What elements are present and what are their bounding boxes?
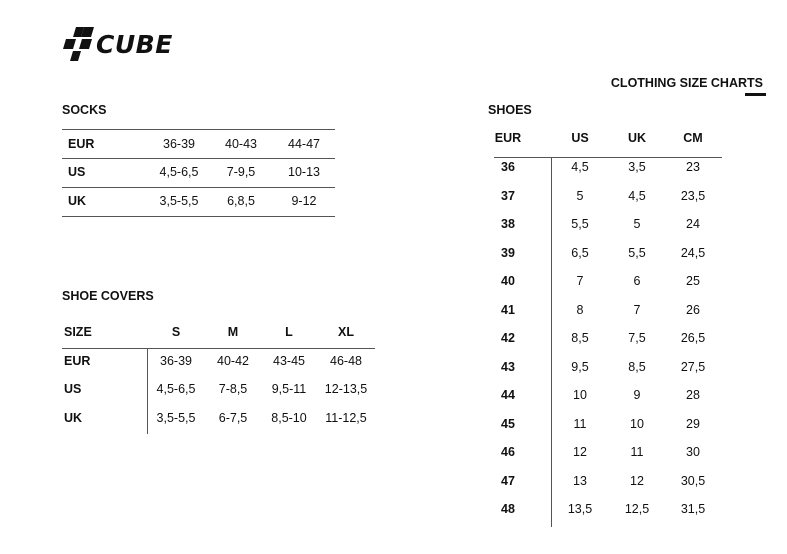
socks-cell: 10-13: [288, 165, 320, 179]
socks-cell: 7-9,5: [226, 165, 256, 179]
shoes-column-rule: [551, 158, 552, 527]
shoes-cell: 4,5: [571, 160, 589, 174]
shoes-cell: 7,5: [628, 331, 646, 345]
shoe-covers-header-label: SIZE: [64, 325, 92, 339]
shoe-covers-cell: 46-48: [330, 354, 362, 368]
socks-cell: 4,5-6,5: [159, 165, 199, 179]
shoes-cell: 30,5: [680, 473, 706, 488]
shoes-column-header: US: [571, 131, 589, 145]
cube-logo: [62, 24, 212, 64]
logo-wordmark: CUBE: [96, 30, 173, 59]
shoes-cell: 11: [573, 416, 587, 431]
shoes-eur-cell: 40: [501, 274, 515, 288]
shoes-cell: 23: [686, 160, 700, 174]
shoes-cell: 12: [573, 445, 587, 459]
socks-row-divider: [62, 216, 335, 217]
shoe-covers-cell: 43-45: [273, 354, 305, 368]
shoes-cell: 8: [576, 302, 584, 317]
shoes-cell: 5: [576, 188, 584, 203]
shoes-cell: 8,5: [571, 331, 589, 345]
shoes-eur-cell: 38: [501, 217, 515, 231]
shoes-eur-cell: 37: [501, 188, 515, 203]
shoes-eur-cell: 41: [501, 302, 515, 317]
shoes-eur-cell: 48: [501, 502, 515, 516]
shoe-covers-cell: 40-42: [217, 354, 249, 368]
socks-cell: 3,5-5,5: [159, 194, 199, 208]
shoes-cell: 27,5: [680, 359, 706, 374]
shoes-cell: 11: [630, 445, 644, 459]
socks-cell: 44-47: [288, 137, 320, 151]
shoes-cell: 7: [633, 302, 641, 317]
shoes-cell: 26: [686, 302, 700, 317]
shoes-cell: 29: [686, 416, 700, 431]
shoes-cell: 13: [573, 473, 587, 488]
shoes-eur-cell: 47: [501, 473, 515, 488]
shoe-covers-column-header: M: [227, 325, 239, 339]
shoes-cell: 7: [576, 274, 584, 288]
shoe-covers-cell: 7-8,5: [218, 382, 248, 396]
shoe-covers-cell: 8,5-10: [271, 411, 307, 425]
shoe-covers-cell: 9,5-11: [271, 382, 307, 396]
socks-title: SOCKS: [62, 103, 107, 117]
page-title: CLOTHING SIZE CHARTS: [610, 76, 763, 90]
shoes-cell: 24,5: [680, 245, 706, 260]
cube-logo-mark-icon: [62, 24, 96, 64]
shoes-cell: 6: [633, 274, 641, 288]
shoes-cell: 12: [630, 473, 644, 488]
shoe-covers-header-rule: [62, 348, 375, 349]
shoes-eur-cell: 46: [501, 445, 515, 459]
shoe-covers-cell: 6-7,5: [218, 411, 248, 425]
shoe-covers-row-label: EUR: [64, 354, 91, 368]
shoes-cell: 26,5: [680, 331, 706, 345]
shoe-covers-cell: 4,5-6,5: [156, 382, 196, 396]
shoes-title: SHOES: [488, 103, 532, 117]
shoes-cell: 24: [686, 217, 700, 231]
shoes-cell: 10: [573, 388, 587, 402]
socks-row-divider: [62, 129, 335, 130]
socks-cell: 36-39: [163, 137, 195, 151]
socks-row-label: UK: [68, 194, 87, 208]
socks-row-label: US: [68, 165, 86, 179]
shoes-eur-cell: 42: [501, 331, 515, 345]
shoes-column-header: UK: [627, 131, 647, 145]
shoe-covers-row-label: UK: [64, 411, 83, 425]
shoes-cell: 6,5: [571, 245, 589, 260]
title-underline: [745, 93, 766, 96]
shoe-covers-column-header: XL: [338, 325, 354, 339]
shoe-covers-cell: 36-39: [160, 354, 192, 368]
shoe-covers-row-label: US: [64, 382, 82, 396]
shoes-eur-cell: 36: [501, 160, 515, 174]
shoes-cell: 30: [686, 445, 700, 459]
shoes-column-header: CM: [683, 131, 703, 145]
socks-cell: 9-12: [291, 194, 317, 208]
shoe-covers-column-header: S: [171, 325, 181, 339]
shoes-cell: 9,5: [571, 359, 589, 374]
shoes-cell: 4,5: [628, 188, 646, 203]
shoes-cell: 25: [686, 274, 700, 288]
shoes-cell: 3,5: [628, 160, 646, 174]
shoes-header-rule: [494, 157, 722, 158]
shoes-cell: 5: [633, 217, 641, 231]
shoes-cell: 13,5: [567, 502, 593, 516]
shoe-covers-cell: 3,5-5,5: [156, 411, 196, 425]
shoes-cell: 8,5: [628, 359, 646, 374]
shoes-eur-cell: 45: [501, 416, 515, 431]
socks-row-label: EUR: [68, 137, 95, 151]
shoes-cell: 12,5: [624, 502, 650, 516]
shoes-cell: 10: [630, 416, 644, 431]
shoes-cell: 23,5: [680, 188, 706, 203]
shoes-eur-cell: 44: [501, 388, 515, 402]
shoes-cell: 5,5: [571, 217, 589, 231]
shoes-cell: 31,5: [680, 502, 706, 516]
socks-cell: 40-43: [225, 137, 257, 151]
shoes-column-header: EUR: [494, 131, 522, 145]
shoes-eur-cell: 43: [501, 359, 515, 374]
shoe-covers-column-header: L: [285, 325, 293, 339]
socks-cell: 6,8,5: [227, 194, 255, 208]
shoes-cell: 9: [633, 388, 641, 402]
socks-row-divider: [62, 158, 335, 159]
socks-row-divider: [62, 187, 335, 188]
shoe-covers-cell: 12-13,5: [324, 382, 368, 396]
shoe-covers-title: SHOE COVERS: [62, 289, 154, 303]
shoes-cell: 5,5: [628, 245, 646, 260]
shoe-covers-cell: 11-12,5: [325, 411, 367, 425]
shoes-eur-cell: 39: [501, 245, 515, 260]
shoes-cell: 28: [686, 388, 700, 402]
